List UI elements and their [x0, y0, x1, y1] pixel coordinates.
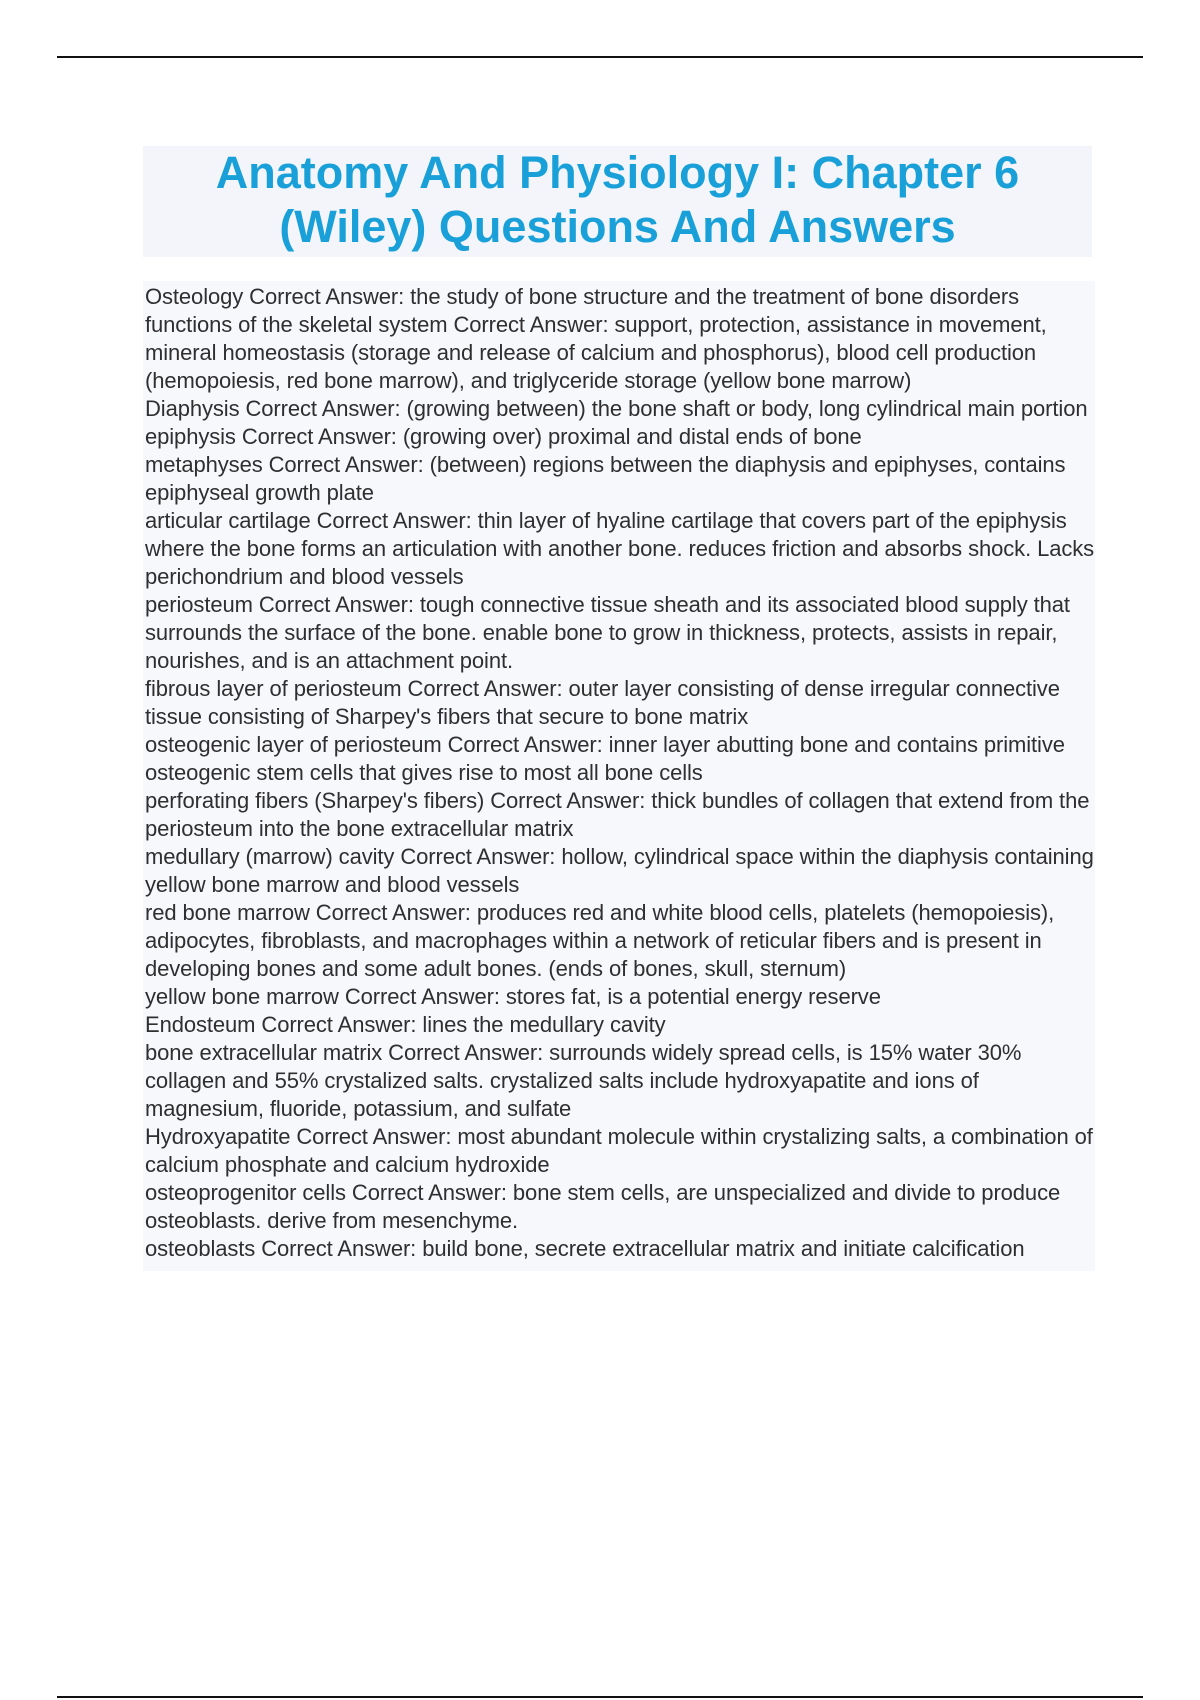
footer-rule — [57, 1696, 1143, 1698]
qa-entry-skeletal-functions: functions of the skeletal system Correct Answer: support, protection, assistance in movement, mineral homeostasis (storage and release of calcium and phosphorus), blood cell production (hemopoiesis, red bone marrow), and triglyceride storage (yellow bone marrow) — [145, 312, 1047, 393]
title-line-1: Anatomy And Physiology I: Chapter 6 — [215, 147, 1020, 198]
qa-entry-osteoblasts: osteoblasts Correct Answer: build bone, secrete extracellular matrix and initiate calcification — [145, 1236, 1025, 1261]
qa-entry-osteogenic-layer: osteogenic layer of periosteum Correct Answer: inner layer abutting bone and contains primitive osteogenic stem cells that gives rise to most all bone cells — [145, 732, 1065, 785]
qa-entry-endosteum: Endosteum Correct Answer: lines the medullary cavity — [145, 1012, 666, 1037]
qa-entry-epiphysis: epiphysis Correct Answer: (growing over) proximal and distal ends of bone — [145, 424, 862, 449]
qa-entry-articular-cartilage: articular cartilage Correct Answer: thin layer of hyaline cartilage that covers part of the epiphysis where the bone forms an articulation with another bone. reduces friction and absorbs shock. Lacks perichondrium and blood vessels — [145, 508, 1095, 589]
qa-entry-diaphysis: Diaphysis Correct Answer: (growing between) the bone shaft or body, long cylindrical main portion — [145, 396, 1088, 421]
qa-entry-fibrous-layer: fibrous layer of periosteum Correct Answer: outer layer consisting of dense irregular connective tissue consisting of Sharpey's fibers that secure to bone matrix — [145, 676, 1060, 729]
qa-entry-periosteum: periosteum Correct Answer: tough connective tissue sheath and its associated blood supply that surrounds the surface of the bone. enable bone to grow in thickness, protects, assists in repair, nourishes, and is an attachment point. — [145, 592, 1070, 673]
title-line-2: (Wiley) Questions And Answers — [279, 201, 956, 252]
header-rule — [57, 56, 1143, 58]
qa-entry-bone-ecm: bone extracellular matrix Correct Answer: surrounds widely spread cells, is 15% water 30% collagen and 55% crystalized salts. crystalized salts include hydroxyapatite and ions of magnesium, fluoride, potassium, and sulfate — [145, 1040, 1022, 1121]
qa-entry-hydroxyapatite: Hydroxyapatite Correct Answer: most abundant molecule within crystalizing salts, a combination of calcium phosphate and calcium hydroxide — [145, 1124, 1093, 1177]
document-title — [143, 146, 1092, 254]
qa-entry-osteology: Osteology Correct Answer: the study of bone structure and the treatment of bone disorders — [145, 284, 1020, 309]
qa-entry-osteoprogenitor-cells: osteoprogenitor cells Correct Answer: bone stem cells, are unspecialized and divide to produce osteoblasts. derive from mesenchyme. — [145, 1180, 1061, 1233]
qa-entry-yellow-bone-marrow: yellow bone marrow Correct Answer: stores fat, is a potential energy reserve — [145, 984, 881, 1009]
qa-list — [143, 281, 1095, 1271]
qa-entry-red-bone-marrow: red bone marrow Correct Answer: produces red and white blood cells, platelets (hemopoiesis), adipocytes, fibroblasts, and macrophages within a network of reticular fibers and is present in developing bones and some adult bones. (ends of bones, skull, sternum) — [145, 900, 1055, 981]
qa-entry-medullary-cavity: medullary (marrow) cavity Correct Answer: hollow, cylindrical space within the diaphysis containing yellow bone marrow and blood vessels — [145, 844, 1094, 897]
qa-entry-perforating-fibers: perforating fibers (Sharpey's fibers) Correct Answer: thick bundles of collagen that extend from the periosteum into the bone extracellular matrix — [145, 788, 1090, 841]
qa-entry-metaphyses: metaphyses Correct Answer: (between) regions between the diaphysis and epiphyses, contains epiphyseal growth plate — [145, 452, 1066, 505]
